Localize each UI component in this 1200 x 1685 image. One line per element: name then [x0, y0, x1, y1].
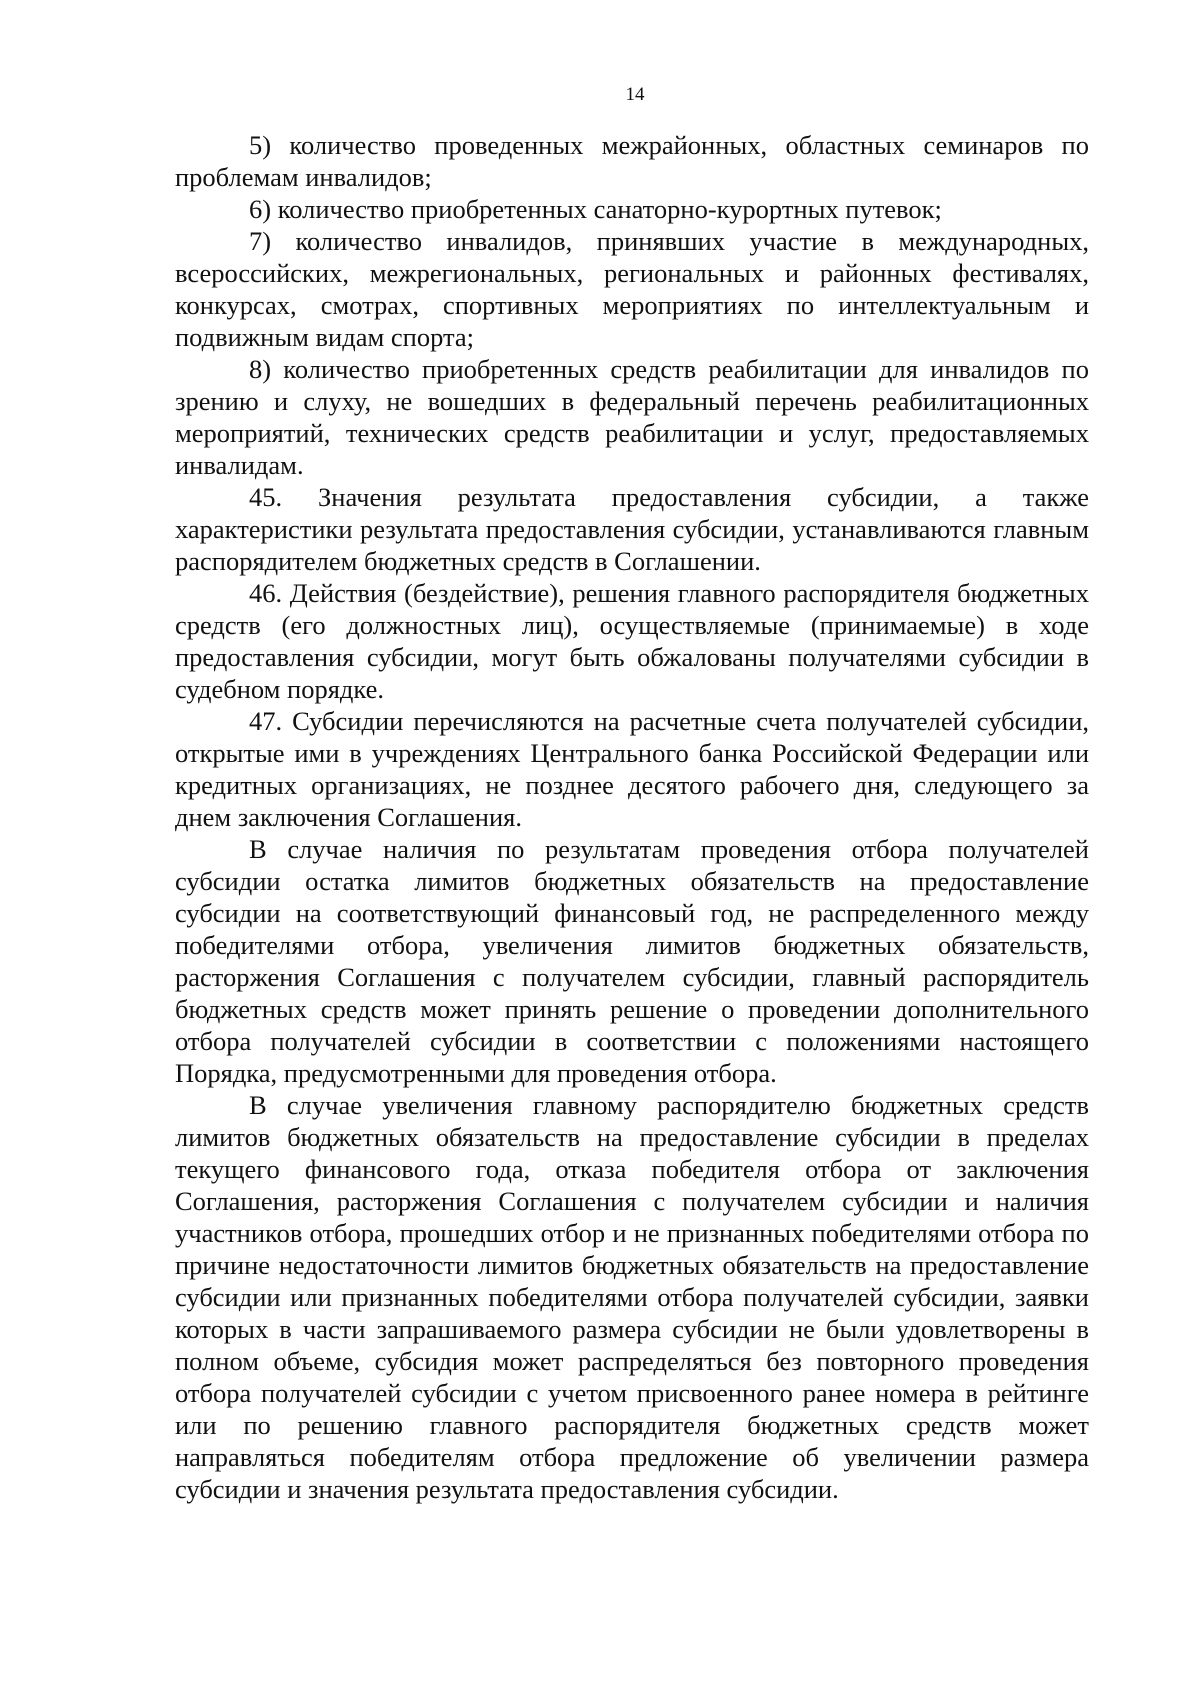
paragraph-item-5: 5) количество проведенных межрайонных, областных семинаров по проблемам инвалидов; — [175, 130, 1089, 192]
paragraph-item-7: 7) количество инвалидов, принявших участие в международных, всероссийских, межрегиональных, региональных и районных фестивалях, конкурсах, смотрах, спортивных мероприятиях по интеллектуальным и подвижным видам спорта; — [175, 226, 1089, 352]
paragraph-clause-47: 47. Субсидии перечисляются на расчетные счета получателей субсидии, открытые ими в учреждениях Центрального банка Российской Федерации или кредитных организациях, не позднее десятого рабочего дня, следующего за днем заключения Соглашения. — [175, 706, 1089, 832]
paragraph-limit-increase: В случае увеличения главному распорядителю бюджетных средств лимитов бюджетных обязательств на предоставление субсидии в пределах текущего финансового года, отказа победителя отбора от заключения Соглашения, расторжения Соглашения с получателем субсидии и наличия участников отбора, прошедших отбор и не признанных победителями отбора по причине недостаточности лимитов бюджетных обязательств на предоставление субсидии или признанных победителями отбора получателей субсидии, заявки которых в части запрашиваемого размера субсидии не были удовлетворены в полном объеме, субсидия может распределяться без повторного проведения отбора получателей субсидии с учетом присвоенного ранее номера в рейтинге или по решению главного распорядителя бюджетных средств может направляться победителям отбора предложение об увеличении размера субсидии и значения результата предоставления субсидии. — [175, 1090, 1089, 1504]
paragraph-item-8: 8) количество приобретенных средств реабилитации для инвалидов по зрению и слуху, не вошедших в федеральный перечень реабилитационных мероприятий, технических средств реабилитации и услуг, предоставляемых инвалидам. — [175, 354, 1089, 480]
paragraph-clause-46: 46. Действия (бездействие), решения главного распорядителя бюджетных средств (его должностных лиц), осуществляемые (принимаемые) в ходе предоставления субсидии, могут быть обжалованы получателями субсидии в судебном порядке. — [175, 578, 1089, 704]
document-body — [175, 129, 1089, 1505]
page-number: 14 — [625, 84, 645, 105]
paragraph-item-6: 6) количество приобретенных санаторно-курортных путевок; — [249, 194, 942, 224]
paragraph-additional-selection: В случае наличия по результатам проведения отбора получателей субсидии остатка лимитов бюджетных обязательств на предоставление субсидии на соответствующий финансовый год, не распределенного между победителями отбора, увеличения лимитов бюджетных обязательств, расторжения Соглашения с получателем субсидии, главный распорядитель бюджетных средств может принять решение о проведении дополнительного отбора получателей субсидии в соответствии с положениями настоящего Порядка, предусмотренными для проведения отбора. — [175, 834, 1089, 1088]
paragraph-clause-45: 45. Значения результата предоставления субсидии, а также характеристики результата предоставления субсидии, устанавливаются главным распорядителем бюджетных средств в Соглашении. — [175, 482, 1089, 576]
